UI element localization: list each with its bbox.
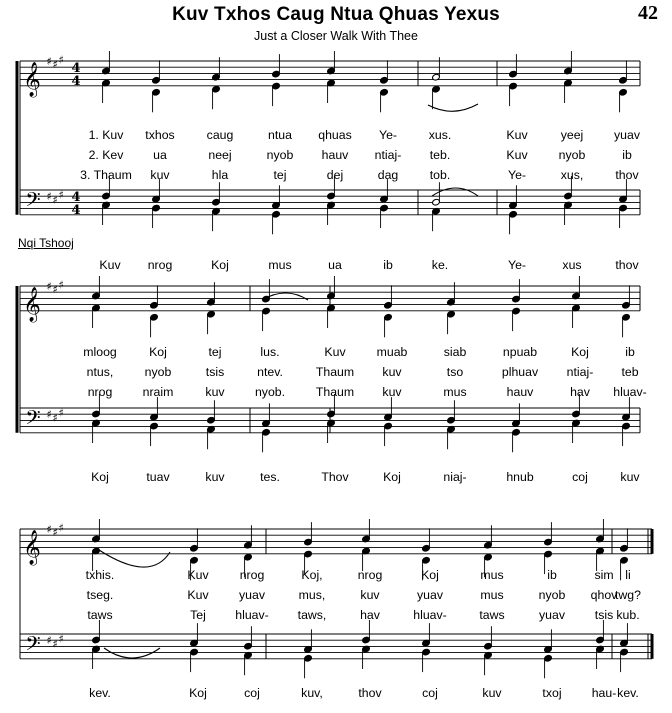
lyric-syllable: hauv [506,385,534,399]
bass-lyric-syllable: Koj [91,470,109,484]
lyric-syllable: muab [376,345,408,359]
sharp-icon: ♯ [58,188,64,202]
lyric-syllable: 3. Thaum [80,168,132,182]
lyric-syllable: hluav- [613,385,647,399]
lyric-syllable: yeej [560,128,584,142]
lyric-syllable: npuab [502,345,538,359]
lyric-syllable: hav [570,385,590,399]
bass-lyric-syllable: coj [422,686,438,700]
sharp-icon: ♯ [58,406,64,420]
lyric-syllable: nrog [87,385,113,399]
lyric-syllable: kuv [360,588,380,602]
lyric-syllable: Kuv [187,588,209,602]
lyric-syllable: twg? [615,588,641,602]
lyric-syllable: Thaum [315,385,355,399]
lyric-syllable: ntev. [257,365,283,379]
lyric-syllable: nyob [144,365,172,379]
lyric-syllable: sim [594,568,614,582]
sharp-icon: ♯ [58,53,64,67]
lyric-syllable: hav [360,608,380,622]
lyric-syllable: plhuav [501,365,539,379]
bass-lyric-syllable: Koj [189,686,207,700]
bass-lyric-syllable: nrog [147,258,173,272]
bass-clef-icon: 𝄢 [25,632,41,660]
bass-lyric-syllable: Ye- [507,258,527,272]
bass-lyric-syllable: coj [244,686,260,700]
lyric-syllable: ntiaj- [374,148,402,162]
lyric-syllable: kuv [150,168,170,182]
hymn-subtitle: Just a Closer Walk With Thee [254,29,418,43]
time-signature: 4 [71,61,81,76]
lyric-syllable: tsis [205,365,225,379]
lyric-syllable: tej [273,168,287,182]
lyric-syllable: Kuv [506,148,528,162]
lyric-syllable: qhov [590,588,618,602]
treble-clef-icon: 𝄞 [23,287,41,322]
lyric-syllable: ib [622,148,632,162]
lyric-syllable: nyob [266,148,294,162]
bass-lyric-syllable: kuv, [301,686,323,700]
lyric-syllable: nrog [357,568,383,582]
lyric-syllable: taws [87,608,113,622]
sharp-icon: ♯ [46,634,52,648]
lyric-syllable: thov [615,168,639,182]
time-signature: 4 [71,203,81,218]
bass-lyric-syllable: thov [615,258,639,272]
bass-lyric-syllable: tuav [146,470,170,484]
lyric-syllable: Kuv [187,568,209,582]
lyric-syllable: tsis [594,608,614,622]
bass-lyric-syllable: xus [562,258,582,272]
sharp-icon: ♯ [52,411,58,425]
part-label: Nqi Tshooj [18,236,74,250]
lyric-syllable: ib [547,568,557,582]
lyric-syllable: hla [211,168,229,182]
lyric-syllable: nyob. [254,385,286,399]
lyric-syllable: lus. [260,345,280,359]
bass-lyric-syllable: coj [572,470,588,484]
treble-clef-icon: 𝄞 [23,62,41,97]
lyric-syllable: tseg. [86,588,114,602]
lyric-syllable: dej [326,168,344,182]
lyric-syllable: Koj [571,345,589,359]
lyric-syllable: xus, [560,168,584,182]
lyric-syllable: tej [208,345,222,359]
lyric-syllable: kuv [382,385,402,399]
lyric-syllable: teb [621,365,639,379]
lyric-syllable: nraim [142,385,174,399]
lyric-syllable: yuav [539,608,565,622]
bass-lyric-syllable: Kuv [99,258,121,272]
lyric-syllable: yuav [417,588,443,602]
lyric-syllable: mus [480,568,504,582]
bass-lyric-syllable: kev. [617,686,639,700]
lyric-syllable: caug [206,128,234,142]
sharp-icon: ♯ [52,58,58,72]
bass-lyric-syllable: Koj [211,258,229,272]
lyric-syllable: li [625,568,631,582]
lyric-syllable: ntiaj- [566,365,594,379]
lyric-syllable: txhos [145,128,175,142]
lyric-syllable: taws [479,608,505,622]
bass-lyric-syllable: txoj [542,686,562,700]
lyric-syllable: mus [443,385,467,399]
lyric-syllable: Koj [149,345,167,359]
lyric-syllable: kub. [616,608,640,622]
bass-lyric-syllable: Thov [321,470,349,484]
lyric-syllable: Kuv [324,345,346,359]
sharp-icon: ♯ [58,632,64,646]
bass-lyric-syllable: ib [383,258,393,272]
lyric-syllable: mus, [298,588,326,602]
sharp-icon: ♯ [46,55,52,68]
bass-clef-icon: 𝄢 [25,406,41,434]
lyric-syllable: ua [153,148,167,162]
tie [428,104,478,111]
sharp-icon: ♯ [46,280,52,293]
sharp-icon: ♯ [46,408,52,422]
lyric-syllable: Ye- [378,128,398,142]
sharp-icon: ♯ [46,523,52,536]
lyric-syllable: hluav- [235,608,269,622]
sharp-icon: ♯ [52,193,58,207]
lyric-syllable: 1. Kuv [88,128,124,142]
lyric-syllable: ib [625,345,635,359]
bass-clef-icon: 𝄢 [25,188,41,216]
sharp-icon: ♯ [58,521,64,535]
lyric-syllable: hauv [321,148,349,162]
lyric-syllable: Koj, [301,568,323,582]
lyric-syllable: tso [446,365,464,379]
lyric-syllable: hluav- [413,608,447,622]
lyric-syllable: mus [480,588,504,602]
lyric-syllable: yuav [239,588,265,602]
lyric-syllable: xus. [428,128,452,142]
tie [432,188,478,196]
lyric-syllable: qhuas [318,128,352,142]
lyric-syllable: txhis. [85,568,115,582]
bass-lyric-syllable: hau- [591,686,617,700]
sharp-icon: ♯ [46,190,52,204]
sharp-icon: ♯ [58,278,64,292]
lyric-syllable: Koj [421,568,439,582]
bass-lyric-syllable: hnub [506,470,534,484]
hymn-number: 42 [638,2,658,24]
lyric-syllable: nrog [239,568,265,582]
bass-lyric-syllable: kuv [620,470,640,484]
treble-clef-icon: 𝄞 [23,530,41,565]
lyric-syllable: Kuv [506,128,528,142]
lyric-syllable: mloog [83,345,117,359]
lyric-syllable: nyob [558,148,586,162]
lyric-syllable: tob. [429,168,451,182]
bass-lyric-syllable: kev. [89,686,111,700]
bass-lyric-syllable: ua [328,258,342,272]
lyric-syllable: 2. Kev [88,148,124,162]
bass-lyric-syllable: kuv [205,470,225,484]
bass-lyric-syllable: tes. [260,470,280,484]
lyric-syllable: kuv [382,365,402,379]
lyric-syllable: dag [377,168,399,182]
sharp-icon: ♯ [52,526,58,540]
slur [96,548,170,567]
lyric-syllable: taws, [297,608,327,622]
lyric-syllable: neej [208,148,232,162]
sharp-icon: ♯ [52,637,58,651]
lyric-syllable: ntua [268,128,292,142]
bass-lyric-syllable: Koj [383,470,401,484]
bass-lyric-syllable: mus [268,258,292,272]
hymn-title: Kuv Txhos Caug Ntua Qhuas Yexus [172,4,500,25]
time-signature: 4 [71,190,81,205]
lyric-syllable: teb. [429,148,451,162]
lyric-syllable: nyob [538,588,566,602]
bass-lyric-syllable: niaj- [443,470,467,484]
time-signature: 4 [71,74,81,89]
bass-lyric-syllable: thov [358,686,382,700]
lyric-syllable: Thaum [315,365,355,379]
sharp-icon: ♯ [52,283,58,297]
lyric-syllable: Tej [190,608,206,622]
bass-lyric-syllable: kuv [482,686,502,700]
lyric-syllable: kuv [205,385,225,399]
lyric-syllable: Ye- [507,168,527,182]
lyric-syllable: yuav [614,128,640,142]
lyric-syllable: siab [443,345,467,359]
bass-lyric-syllable: ke. [431,258,449,272]
lyric-syllable: ntus, [86,365,114,379]
